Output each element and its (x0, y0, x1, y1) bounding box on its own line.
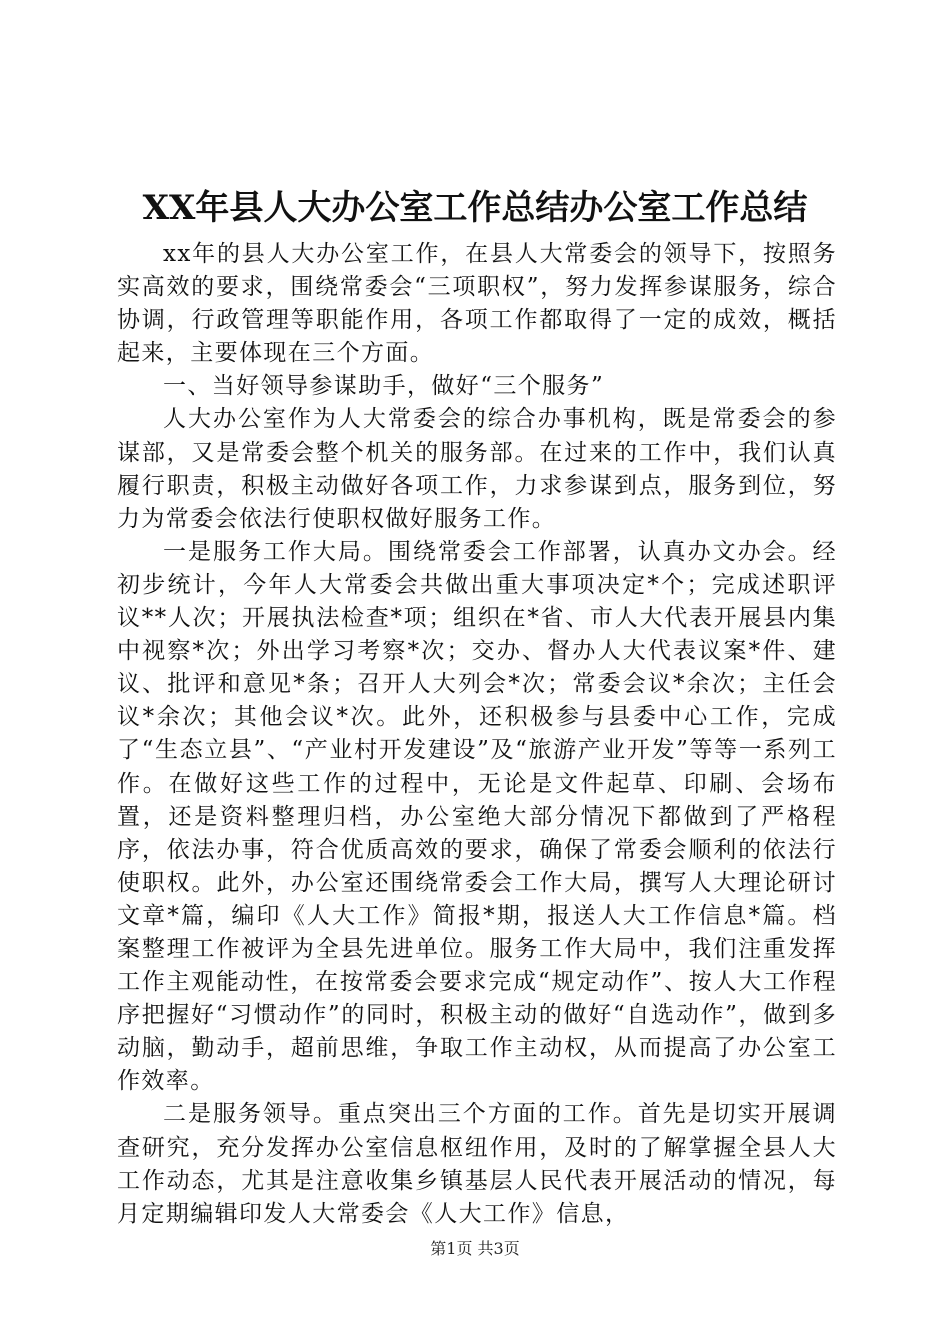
page-footer: 第1页 共3页 (430, 1239, 520, 1258)
paragraph-serve-overall: 一是服务工作大局。围绕常委会工作部署，认真办文办会。经初步统计，今年人大常委会共做出重大事项决定*个；完成述职评议**人次；开展执法检查*项；组织在*省、市人大代表开展县内集中视察*次；外出学习考察*次；交办、督办人大代表议案*件、建议、批评和意见*条；召开人大列会*次；常委会议*余次；主任会议*余次；其他会议*次。此外，还积极参与县委中心工作，完成了“生态立县”、“产业村开发建设”及“旅游产业开发”等等一系列工作。在做好这些工作的过程中，无论是文件起草、印刷、会场布置，还是资料整理归档，办公室绝大部分情况下都做到了严格程序，依法办事，符合优质高效的要求，确保了常委会顺利的依法行使职权。此外，办公室还围绕常委会工作大局，撰写人大理论研讨文章*篇，编印《人大工作》简报*期，报送人大工作信息*篇。档案整理工作被评为全县先进单位。服务工作大局中，我们注重发挥工作主观能动性，在按常委会要求完成“规定动作”、按人大工作程序把握好“习惯动作”的同时，积极主动的做好“自选动作”，做到多动脑，勤动手，超前思维，争取工作主动权，从而提高了办公室工作效率。 (117, 538, 837, 1095)
paragraph-serve-leaders: 二是服务领导。重点突出三个方面的工作。首先是切实开展调查研究，充分发挥办公室信息枢纽作用，及时的了解掌握全县人大工作动态，尤其是注意收集乡镇基层人民代表开展活动的情况，每月定期编辑印发人大常委会《人大工作》信息， (117, 1101, 837, 1227)
paragraph-office-role: 人大办公室作为人大常委会的综合办事机构，既是常委会的参谋部，又是常委会整个机关的服务部。在过来的工作中，我们认真履行职责，积极主动做好各项工作，力求参谋到点，服务到位，努力为常委会依法行使职权做好服务工作。 (117, 406, 837, 532)
document-body (117, 238, 837, 1231)
section-heading: 一、当好领导参谋助手，做好“三个服务” (163, 373, 605, 400)
paragraph-intro: xx年的县人大办公室工作，在县人大常委会的领导下，按照务实高效的要求，围绕常委会“三项职权”，努力发挥参谋服务，综合协调，行政管理等职能作用，各项工作都取得了一定的成效，概括起来，主要体现在三个方面。 (117, 241, 837, 367)
document-title: XX年县人大办公室工作总结办公室工作总结 (142, 188, 808, 228)
